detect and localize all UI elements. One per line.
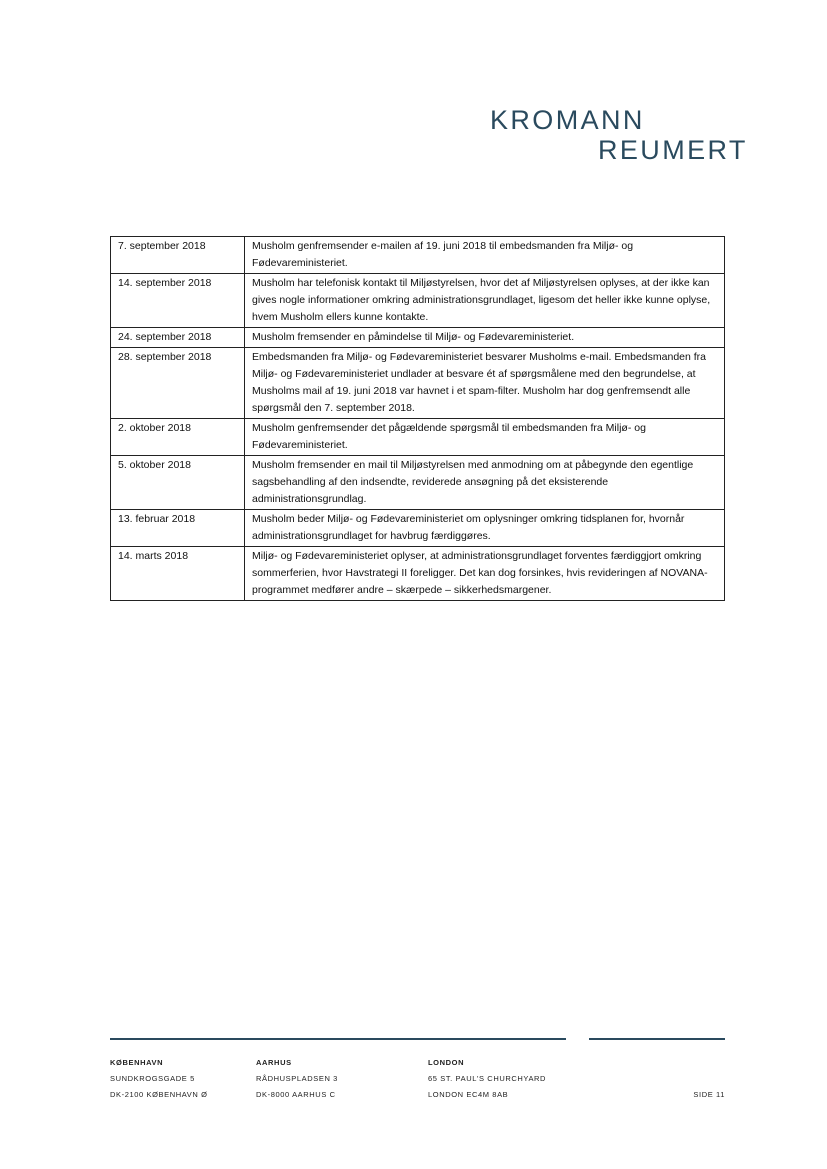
row-date: 14. september 2018 — [111, 274, 245, 328]
office-street: RÅDHUSPLADSEN 3 — [256, 1074, 338, 1083]
office-street: 65 ST. PAUL'S CHURCHYARD — [428, 1074, 547, 1083]
row-date: 13. februar 2018 — [111, 510, 245, 547]
logo-line-2: REUMERT — [598, 135, 748, 165]
logo-line-1: KROMANN — [490, 105, 645, 135]
page-number: SIDE 11 — [693, 1090, 725, 1099]
footer-office-london — [428, 1055, 546, 1103]
row-description: Musholm genfremsender e-mailen af 19. juni 2018 til embedsmanden fra Miljø- og Fødevareministeriet. — [245, 237, 725, 274]
footer-divider-right — [589, 1038, 725, 1040]
office-postal: DK-2100 KØBENHAVN Ø — [110, 1090, 208, 1099]
office-postal: LONDON EC4M 8AB — [428, 1090, 509, 1099]
row-description: Musholm fremsender en påmindelse til Miljø- og Fødevareministeriet. — [245, 328, 725, 348]
row-description: Embedsmanden fra Miljø- og Fødevareministeriet besvarer Musholms e-mail. Embedsmanden fra Miljø- og Fødevareministeriet undlader at besvare ét af spørgsmålene med den begrundelse, at Musholms mail af 19. juni 2018 var havnet i et spam-filter. Musholm har dog genfremsendt alle spørgsmål den 7. september 2018. — [245, 348, 725, 419]
table-row — [111, 456, 725, 510]
office-street: SUNDKROGSGADE 5 — [110, 1074, 195, 1083]
footer-office-copenhagen — [110, 1055, 208, 1103]
office-city: AARHUS — [256, 1058, 292, 1067]
table-row — [111, 510, 725, 547]
row-description: Musholm beder Miljø- og Fødevareministeriet om oplysninger omkring tidsplanen for, hvornår administrationsgrundlaget for havbrug færdiggøres. — [245, 510, 725, 547]
row-date: 14. marts 2018 — [111, 547, 245, 601]
table-row — [111, 348, 725, 419]
office-postal: DK-8000 AARHUS C — [256, 1090, 336, 1099]
row-date: 28. september 2018 — [111, 348, 245, 419]
row-date: 5. oktober 2018 — [111, 456, 245, 510]
row-description: Musholm genfremsender det pågældende spørgsmål til embedsmanden fra Miljø- og Fødevareministeriet. — [245, 419, 725, 456]
footer-office-aarhus — [256, 1055, 338, 1103]
row-date: 7. september 2018 — [111, 237, 245, 274]
row-date: 24. september 2018 — [111, 328, 245, 348]
table-row — [111, 328, 725, 348]
office-city: KØBENHAVN — [110, 1058, 164, 1067]
row-date: 2. oktober 2018 — [111, 419, 245, 456]
page-footer — [110, 1055, 725, 1105]
table-row — [111, 419, 725, 456]
table-row — [111, 547, 725, 601]
office-city: LONDON — [428, 1058, 465, 1067]
table-row — [111, 237, 725, 274]
row-description: Musholm har telefonisk kontakt til Miljøstyrelsen, hvor det af Miljøstyrelsen oplyses, at der ikke kan gives nogle informationer omkring administrationsgrundlaget, ligesom det heller ikke kunne oplyse, hvem Musholm ellers kunne kontakte. — [245, 274, 725, 328]
footer-divider-left — [110, 1038, 566, 1040]
row-description: Musholm fremsender en mail til Miljøstyrelsen med anmodning om at påbegynde den egentlige sagsbehandling af den indsendte, reviderede ansøgning på det eksisterende administrationsgrundlag. — [245, 456, 725, 510]
table-row — [111, 274, 725, 328]
row-description: Miljø- og Fødevareministeriet oplyser, at administrationsgrundlaget forventes færdiggjort omkring sommerferien, hvor Havstrategi II foreligger. Det kan dog forsinkes, hvis revideringen af NOVANA-programmet medfører andre – skærpede – sikkerhedsmargener. — [245, 547, 725, 601]
timeline-table — [110, 236, 725, 601]
